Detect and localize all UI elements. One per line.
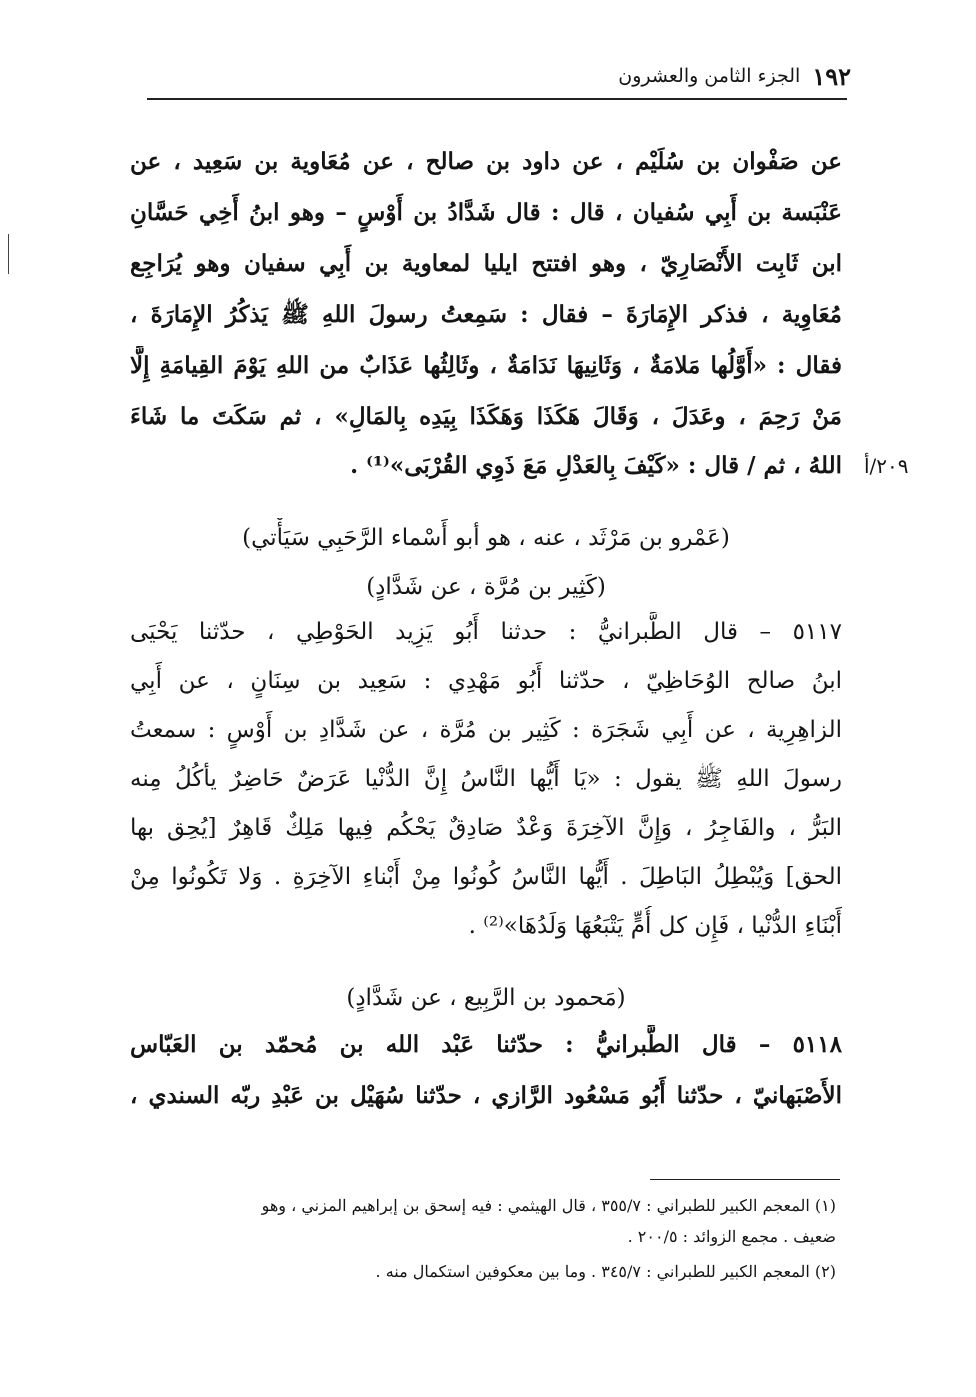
text-line: ابنُ صالح الوُحَاظِيّ ، حدّثنا أَبُو مَهْدِي : سَعِيد بن سِنَانٍ ، عن أَبِي [130,668,842,694]
running-title: الجزء الثامن والعشرون [618,65,801,87]
text-line: اللهُ ، ثم / قال : «كَيْفَ بِالعَدْلِ مَعَ ذَوِي القُرْبَى»⁽¹⁾ . [350,452,842,479]
text-line: الزاهِرِية ، عن أَبِي شَجَرَة : كَثِير بن مُرَّة ، عن شَدَّادِ بن أَوْسٍ : سمعتُ [130,717,842,743]
scan-edge-mark [8,234,9,274]
text-line: البَرُّ ، والفَاجِرُ ، وَإِنَّ الآخِرَةَ وَعْدٌ صَادِقٌ يَحْكُم فِيها مَلِكٌ قَاهِرٌ [يُحِق بها [130,815,842,841]
footnote: (٢) المعجم الكبير للطبراني : ٣٤٥/٧ . وما بين معكوفين استكمال منه . [375,1262,836,1281]
page-number: ١٩٢ [812,61,851,91]
footnote: (١) المعجم الكبير للطبراني : ٣٥٥/٧ ، قال الهيثمي : فيه إسحق بن إبراهيم المزني ، وهو [261,1196,836,1215]
text-line: ابن ثَابِت الأَنْصَارِيّ ، وهو افتتح ايليا لمعاوية بن أَبِي سفيان وهو يُرَاجِع [130,250,842,277]
text-line: أَبْنَاءِ الدُّنْيا ، فَإِن كل أُمٍّ يَتْبَعُهَا وَلَدُهَا»⁽²⁾ . [468,913,842,939]
text-line: الحق] وَيُبْطِلُ البَاطِلَ . أَيُّها النَّاسُ كُونُوا مِنْ أَبْناءِ الآخِرَةِ . وَلا تَكُونُوا مِنْ [130,864,842,890]
page-header [131,56,851,96]
manuscript-folio-ref: ٢٠٩/أ [864,454,909,478]
header-divider [147,98,847,100]
section-heading: (مَحمود بن الرَّبِيع ، عن شَدَّادٍ) [346,985,626,1011]
text-line: عَنْبَسة بن أَبِي سُفيان ، قال : قال شَدَّادُ بن أَوْسٍ – وهو ابنُ أَخِي حَسَّانِ [130,199,842,226]
footnote-divider [650,1179,840,1180]
text-line: فقال : «أَوَّلُها مَلامَةٌ ، وَثَانِيهَا نَدَامَةٌ ، وثَالِثُها عَذَابٌ من اللهِ يَوْمَ القِيامَةِ إِلَّا [130,352,842,379]
text-line: رسولَ اللهِ ﷺ يقول : «يَا أَيُّها النَّاسُ إِنَّ الدُّنْيا عَرَضٌ حَاضِرٌ يأكُلُ مِنه [130,766,842,792]
section-heading: (عَمْرو بن مَرْثَد ، عنه ، هو أبو أَسْماء الرَّحَبِي سَيَأْتي) [242,525,730,551]
text-line: عن صَفْوان بن سُلَيْم ، عن داود بن صالح ، عن مُعَاوية بن سَعِيد ، عن [130,148,842,175]
text-line: مُعَاوِية ، فذكر الإِمَارَةَ – فقال : سَمِعتُ رسولَ اللهِ ﷺ يَذكُرُ الإِمَارَةَ ، [130,301,842,328]
text-line: مَنْ رَحِمَ ، وعَدَلَ ، وَقَالَ هَكَذَا وَهَكَذَا بِيَدِه بِالمَالِ» ، ثم سَكَتَ ما شَاءَ [130,403,842,430]
text-line: الأَصْبَهانيّ ، حدّثنا أَبُو مَسْعُود الرَّازي ، حدّثنا سُهَيْل بن عَبْدِ ربّه السندي ، [130,1082,842,1109]
footnote: ضعيف . مجمع الزوائد : ٢٠٠/٥ . [627,1227,836,1246]
section-subheading: (كَثِير بن مُرَّة ، عن شَدَّادٍ) [366,574,606,600]
text-line: ٥١١٧ – قال الطَّبرانيُّ : حدثنا أَبُو يَزِيد الحَوْطِي ، حدّثنا يَحْيَى [130,619,842,645]
text-line: ٥١١٨ – قال الطَّبرانيُّ : حدّثنا عَبْد الله بن مُحمّد بن العَبّاس [130,1031,842,1058]
